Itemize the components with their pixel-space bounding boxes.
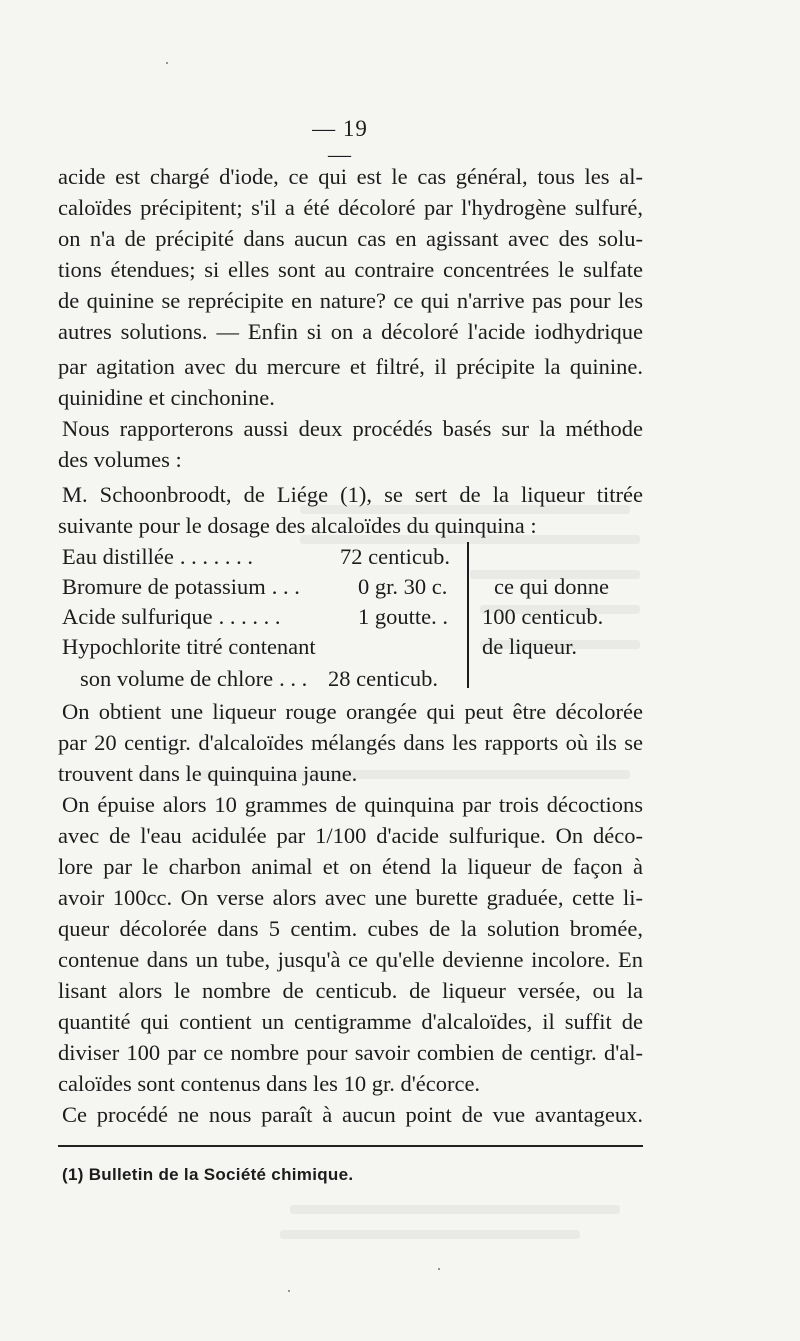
text-line: lisant alors le nombre de centicub. de liqueur versée, ou la — [58, 978, 643, 1003]
recipe-brace — [466, 542, 470, 688]
recipe-row — [62, 602, 462, 632]
recipe-row — [62, 664, 480, 694]
text-line: contenue dans un tube, jusqu'à ce qu'elle devienne incolore. En — [58, 947, 643, 972]
recipe-ingredient: Hypochlorite titré contenant — [62, 634, 316, 659]
footnote: (1) Bulletin de la Société chimique. — [62, 1165, 354, 1184]
text-line: On épuise alors 10 grammes de quinquina par trois décoctions — [62, 792, 643, 817]
recipe-amount: 72 centicub. — [340, 544, 450, 569]
text-line: On obtient une liqueur rouge orangée qui peut être décolorée — [62, 699, 643, 724]
text-line: queur décolorée dans 5 centim. cubes de la solution bromée, — [58, 916, 643, 941]
recipe-amount: 1 goutte. . — [358, 604, 448, 629]
footnote-rule — [58, 1145, 643, 1147]
recipe-leader: . . . — [271, 574, 300, 599]
text-line: trouvent dans le quinquina jaune. — [58, 761, 358, 786]
recipe-leader: . . . . . . — [218, 604, 281, 629]
recipe-note-line: 100 centicub. — [482, 604, 604, 629]
text-line: avec de l'eau acidulée par 1/100 d'acide sulfurique. On déco- — [58, 823, 643, 848]
recipe-row — [62, 632, 462, 662]
text-line: M. Schoonbroodt, de Liége (1), se sert de la liqueur titrée — [62, 482, 643, 507]
recipe-amount: 0 gr. 30 c. — [358, 574, 448, 599]
page-number: — 19 — — [312, 116, 368, 167]
text-line: des volumes : — [58, 447, 182, 472]
recipe-note-line: de liqueur. — [482, 634, 577, 659]
text-line: diviser 100 par ce nombre pour savoir combien de centigr. d'al- — [58, 1040, 643, 1065]
text-line: caloïdes sont contenus dans les 10 gr. d'écorce. — [58, 1071, 481, 1096]
recipe-ingredient: Eau distillée — [62, 544, 174, 569]
text-line: autres solutions. — Enfin si on a décoloré l'acide iodhydrique — [58, 319, 643, 344]
text-line: lore par le charbon animal et on étend la liqueur de façon à — [58, 854, 643, 879]
text-line: avoir 100cc. On verse alors avec une burette graduée, cette li- — [58, 885, 643, 910]
recipe-row — [62, 542, 462, 572]
text-line: suivante pour le dosage des alcaloïdes du quinquina : — [58, 513, 537, 538]
recipe-ingredient: Acide sulfurique — [62, 604, 213, 629]
text-line: de quinine se reprécipite en nature? ce qui n'arrive pas pour les — [58, 288, 643, 313]
text-line: acide est chargé d'iode, ce qui est le cas général, tous les al- — [58, 164, 643, 189]
recipe-leader: . . . . . . . — [179, 544, 253, 569]
text-line: quinidine et cinchonine. — [58, 385, 275, 410]
text-line: on n'a de précipité dans aucun cas en agissant avec des solu- — [58, 226, 643, 251]
recipe-row — [62, 572, 462, 602]
recipe-ingredient: son volume de chlore — [80, 666, 274, 691]
recipe-ingredient: Bromure de potassium — [62, 574, 266, 599]
text-line: Nous rapporterons aussi deux procédés basés sur la méthode — [62, 416, 643, 441]
recipe-amount: 28 centicub. — [328, 666, 438, 691]
text-line: tions étendues; si elles sont au contraire concentrées le sulfate — [58, 257, 643, 282]
text-line: par agitation avec du mercure et filtré, il précipite la quinine. — [58, 354, 643, 379]
speck — [438, 1268, 440, 1270]
recipe-leader: . . . — [279, 666, 308, 691]
speck — [288, 1290, 290, 1292]
speck — [166, 62, 168, 64]
text-line: caloïdes précipitent; s'il a été décoloré par l'hydrogène sulfuré, — [58, 195, 643, 220]
text-line: quantité qui contient un centigramme d'alcaloïdes, il suffit de — [58, 1009, 643, 1034]
text-line: Ce procédé ne nous paraît à aucun point de vue avantageux. — [62, 1102, 643, 1127]
recipe-note-line: ce qui donne — [494, 574, 609, 599]
text-line: par 20 centigr. d'alcaloïdes mélangés dans les rapports où ils se — [58, 730, 643, 755]
